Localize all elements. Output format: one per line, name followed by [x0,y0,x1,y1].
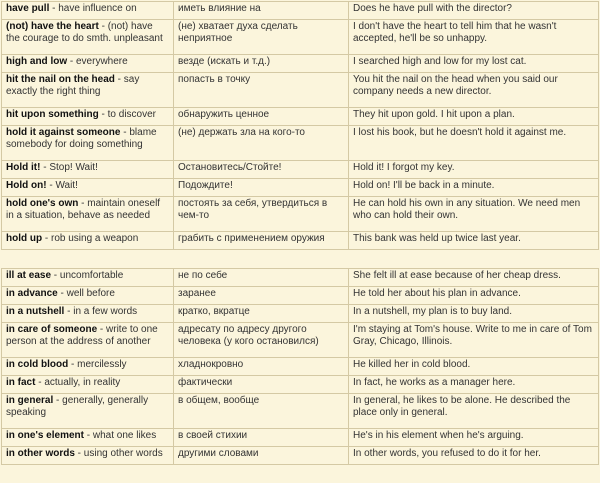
phrase-term: ill at ease [6,270,52,281]
dash-separator: - [67,56,76,67]
russian-translation: заранее [174,287,349,305]
dash-separator: - [74,448,84,459]
dash-separator: - [78,198,88,209]
dash-separator: - [42,233,51,244]
phrase-definition: generally, generally speaking [6,395,149,418]
phrase-definition: blame somebody for doing something [6,127,157,150]
phrase-definition: in a few words [73,306,138,317]
phrase-term: in other words [6,448,75,459]
table-row [2,269,599,287]
phrase-term: in care of someone [6,324,98,335]
phrase-term: Hold on! [6,180,47,191]
table-row [2,287,599,305]
phrase-term: hold it against someone [6,127,121,138]
phrase-term: hit the nail on the head [6,74,115,85]
table-row [2,161,599,179]
example-sentence: This bank was held up twice last year. [349,232,599,250]
phrase-definition: maintain oneself in a situation, behave as needed [6,198,161,221]
phrase-cell [2,447,174,465]
phrase-definition: rob using a weapon [51,233,139,244]
table-row [2,108,599,126]
russian-translation: постоять за себя, утвердиться в чем-то [174,197,349,232]
dash-separator: - [98,109,108,120]
dash-separator: - [40,162,50,173]
phrase-definition: everywhere [76,56,128,67]
russian-translation: в своей стихии [174,429,349,447]
russian-translation: другими словами [174,447,349,465]
example-sentence: He can hold his own in any situation. We need men who can hold their own. [349,197,599,232]
phrase-definition: to discover [107,109,157,120]
table-body [2,2,599,250]
table-row [2,126,599,161]
phrase-cell [2,73,174,108]
phrase-cell [2,287,174,305]
russian-translation: в общем, вообще [174,394,349,429]
phrase-definition: Stop! Wait! [49,162,98,173]
russian-translation: попасть в точку [174,73,349,108]
russian-translation: везде (искать и т.д.) [174,55,349,73]
dash-separator: - [98,21,108,32]
example-sentence: You hit the nail on the head when you said our company needs a new director. [349,73,599,108]
russian-translation: адресату по адресу другого человека (у кого остановился) [174,323,349,358]
phrase-cell [2,394,174,429]
phrase-term: hold up [6,233,43,244]
phrase-cell [2,305,174,323]
table-row [2,73,599,108]
phrase-term: in one's element [6,430,84,441]
phrase-cell [2,55,174,73]
phrase-term: hold one's own [6,198,79,209]
russian-translation: кратко, вкратце [174,305,349,323]
phrase-term: in cold blood [6,359,69,370]
russian-translation: (не) держать зла на кого-то [174,126,349,161]
dash-separator: - [68,359,78,370]
russian-translation: Подождите! [174,179,349,197]
example-sentence: He killed her in cold blood. [349,358,599,376]
russian-translation: (не) хватает духа сделать неприятное [174,20,349,55]
example-sentence: She felt ill at ease because of her cheap dress. [349,269,599,287]
phrase-cell [2,108,174,126]
phrase-cell [2,197,174,232]
dash-separator: - [97,324,107,335]
phrase-cell [2,269,174,287]
phrase-cell [2,376,174,394]
example-sentence: In fact, he works as a manager here. [349,376,599,394]
dash-separator: - [35,377,45,388]
phrase-definition: have influence on [58,3,137,14]
table-row [2,55,599,73]
phrase-definition: Wait! [55,180,78,191]
phrase-term: have pull [6,3,50,14]
dash-separator: - [114,74,124,85]
phrase-definition: well before [66,288,115,299]
russian-translation: не по себе [174,269,349,287]
table-row [2,323,599,358]
table-row [2,429,599,447]
phrase-term: in fact [6,377,36,388]
dash-separator: - [46,180,56,191]
example-sentence: I'm staying at Tom's house. Write to me in care of Tom Gray, Chicago, Illinois. [349,323,599,358]
phrase-definition: mercilessly [77,359,127,370]
dash-separator: - [64,306,74,317]
phrase-cell [2,2,174,20]
example-sentence: Does he have pull with the director? [349,2,599,20]
table-row [2,2,599,20]
dash-separator: - [51,270,60,281]
phrase-definition: actually, in reality [44,377,121,388]
example-sentence: Hold it! I forgot my key. [349,161,599,179]
dash-separator: - [57,288,67,299]
example-sentence: I searched high and low for my lost cat. [349,55,599,73]
russian-translation: хладнокровно [174,358,349,376]
table-row [2,232,599,250]
example-sentence: I don't have the heart to tell him that he wasn't accepted, he'll be so unhappy. [349,20,599,55]
phrase-definition: using other words [83,448,163,459]
phrase-cell [2,232,174,250]
example-sentence: In other words, you refused to do it for her. [349,447,599,465]
dash-separator: - [120,127,130,138]
phrase-definition: (not) have the courage to do smth. unpleasant [6,21,163,44]
phrase-term: (not) have the heart [6,21,99,32]
table-body [2,269,599,465]
phrase-table-i [1,268,599,465]
russian-translation: иметь влияние на [174,2,349,20]
russian-translation: грабить с применением оружия [174,232,349,250]
table-row [2,358,599,376]
example-sentence: He's in his element when he's arguing. [349,429,599,447]
phrase-cell [2,429,174,447]
example-sentence: In a nutshell, my plan is to buy land. [349,305,599,323]
phrase-table-h [1,1,599,250]
russian-translation: фактически [174,376,349,394]
table-row [2,197,599,232]
table-row [2,394,599,429]
phrase-term: high and low [6,56,68,67]
phrase-term: hit upon something [6,109,99,120]
phrase-term: in a nutshell [6,306,65,317]
table-row [2,20,599,55]
dash-separator: - [53,395,63,406]
phrase-definition: what one likes [92,430,157,441]
phrase-cell [2,358,174,376]
phrase-cell [2,126,174,161]
table-row [2,376,599,394]
dash-separator: - [83,430,93,441]
phrase-cell [2,179,174,197]
example-sentence: I lost his book, but he doesn't hold it against me. [349,126,599,161]
phrase-cell [2,323,174,358]
table-row [2,447,599,465]
phrase-term: Hold it! [6,162,41,173]
phrase-term: in general [6,395,54,406]
russian-translation: Остановитесь/Стойте! [174,161,349,179]
example-sentence: He told her about his plan in advance. [349,287,599,305]
phrase-cell [2,161,174,179]
phrase-cell [2,20,174,55]
table-row [2,179,599,197]
example-sentence: In general, he likes to be alone. He described the place only in general. [349,394,599,429]
phrase-definition: say exactly the right thing [6,74,140,97]
example-sentence: They hit upon gold. I hit upon a plan. [349,108,599,126]
phrase-term: in advance [6,288,58,299]
russian-translation: обнаружить ценное [174,108,349,126]
phrase-definition: uncomfortable [59,270,124,281]
phrase-definition: write to one person at the address of another [6,324,158,347]
table-row [2,305,599,323]
dash-separator: - [49,3,59,14]
example-sentence: Hold on! I'll be back in a minute. [349,179,599,197]
